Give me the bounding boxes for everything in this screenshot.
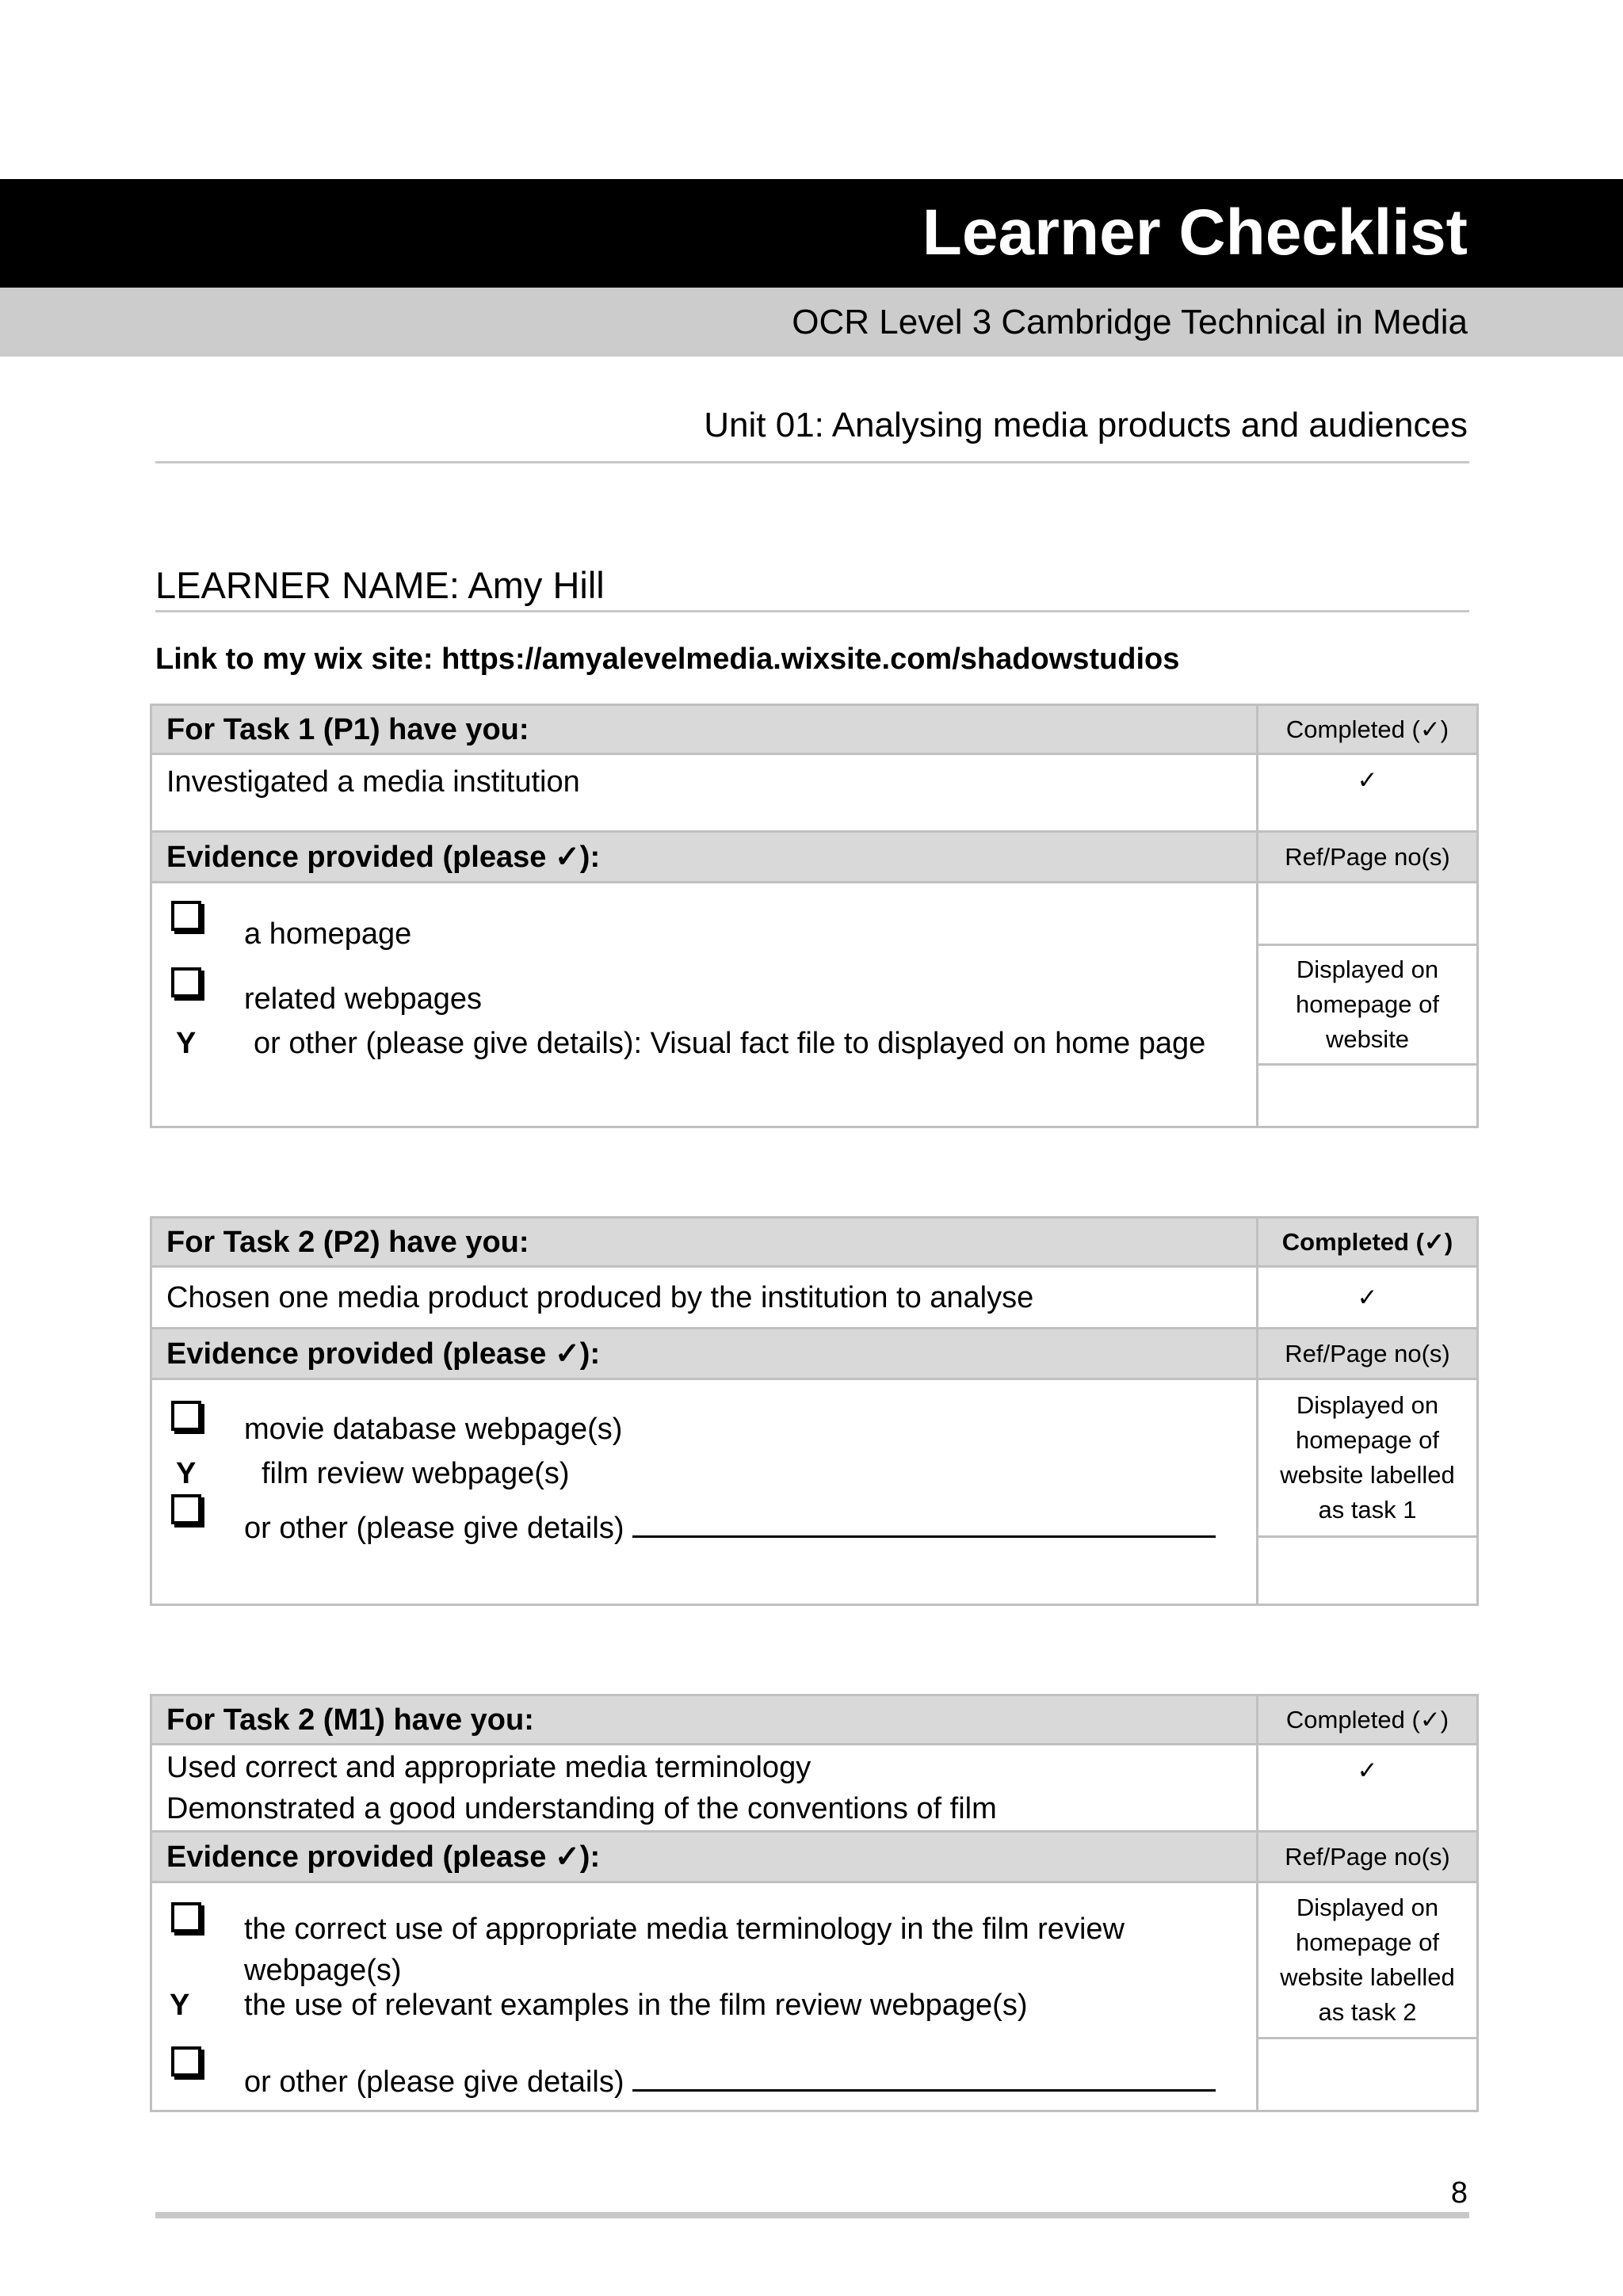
learner-name: LEARNER NAME: Amy Hill (155, 564, 605, 606)
learner-divider (155, 610, 1469, 612)
evidence-item: Y film review webpage(s) (166, 1445, 1256, 1489)
requirement-row (151, 1745, 1478, 1832)
details-blank-line[interactable] (632, 2058, 1216, 2092)
ref-cell (1258, 1379, 1478, 1605)
requirement-line: Demonstrated a good understanding of the conventions of film (166, 1791, 997, 1825)
evidence-item: a homepage (166, 901, 1256, 967)
checkbox-icon[interactable] (171, 967, 201, 997)
ref-label: Ref/Page no(s) (1258, 1329, 1478, 1379)
evidence-item: or other (please give details) (166, 2046, 1256, 2094)
task-heading: For Task 2 (M1) have you: (151, 1695, 1258, 1745)
evidence-header-row (151, 1329, 1478, 1379)
checkbox-icon[interactable] (171, 1401, 201, 1431)
page-title: Learner Checklist (922, 196, 1468, 269)
evidence-list (151, 883, 1258, 1127)
completed-check: ✓ (1258, 1267, 1478, 1329)
completed-label: Completed (✓) (1258, 705, 1478, 754)
page-number: 8 (1450, 2176, 1468, 2210)
ref-blank (1258, 2037, 1476, 2110)
requirement-text (151, 1267, 1258, 1329)
ref-blank (1258, 1063, 1476, 1126)
wix-site-link: Link to my wix site: https://amyalevelmedia.wixsite.com/shadowstudios (155, 643, 1180, 676)
completed-check: ✓ (1258, 754, 1478, 832)
details-blank-line[interactable] (632, 1504, 1216, 1538)
task-table-2 (150, 1216, 1479, 1606)
task-heading: For Task 2 (P2) have you: (151, 1218, 1258, 1267)
evidence-list (151, 1379, 1258, 1605)
ref-cell (1258, 883, 1478, 1127)
evidence-row (151, 1379, 1478, 1605)
task-header-row (151, 1218, 1478, 1267)
evidence-header-row (151, 1832, 1478, 1882)
evidence-item: Y the use of relevant examples in the film review webpage(s) (166, 1985, 1256, 2046)
evidence-heading: Evidence provided (please ✓): (151, 1329, 1258, 1379)
evidence-row (151, 1882, 1478, 2111)
ref-note: Displayed on homepage of website labelled as task 1 (1280, 1391, 1455, 1524)
yes-mark: Y (170, 1989, 190, 2022)
evidence-heading: Evidence provided (please ✓): (151, 832, 1258, 883)
evidence-item: Y or other (please give details): Visual fact file to displayed on home page (166, 1012, 1256, 1056)
requirement-text (151, 1745, 1258, 1832)
footer-rule (155, 2212, 1469, 2218)
task-heading: For Task 1 (P1) have you: (151, 705, 1258, 754)
ref-label: Ref/Page no(s) (1258, 1832, 1478, 1882)
task-table-3 (150, 1694, 1479, 2112)
ref-label: Ref/Page no(s) (1258, 832, 1478, 883)
checkbox-icon[interactable] (171, 901, 201, 931)
evidence-row (151, 883, 1478, 1127)
evidence-item: movie database webpage(s) (166, 1401, 1256, 1445)
requirement-text (151, 754, 1258, 832)
checkbox-icon[interactable] (171, 1494, 201, 1524)
evidence-item: related webpages (166, 967, 1256, 1012)
unit-title: Unit 01: Analysing media products and audiences (704, 406, 1468, 444)
requirement-line: Investigated a media institution (166, 765, 580, 799)
unit-divider (155, 461, 1469, 463)
requirement-line: Used correct and appropriate media terminology (166, 1750, 812, 1784)
evidence-item: the correct use of appropriate media terminology in the film review webpage(s) (166, 1902, 1256, 1985)
evidence-list (151, 1882, 1258, 2111)
evidence-heading: Evidence provided (please ✓): (151, 1832, 1258, 1882)
requirement-row (151, 1267, 1478, 1329)
yes-mark: Y (176, 1457, 197, 1490)
evidence-header-row (151, 832, 1478, 883)
ref-blank (1258, 883, 1476, 944)
yes-mark: Y (176, 1027, 197, 1060)
checkbox-icon[interactable] (171, 2046, 201, 2077)
ref-note: Displayed on homepage of website labelled as task 2 (1280, 1894, 1455, 2026)
checkbox-icon[interactable] (171, 1902, 201, 1932)
ref-blank (1258, 1535, 1476, 1604)
qualification-title: OCR Level 3 Cambridge Technical in Media (792, 303, 1468, 341)
requirement-line: Chosen one media product produced by the institution to analyse (166, 1280, 1034, 1314)
task-header-row (151, 1695, 1478, 1745)
task-table-1 (150, 704, 1479, 1128)
subtitle-band (0, 288, 1623, 357)
evidence-item: or other (please give details) (166, 1489, 1256, 1545)
completed-label: Completed (✓) (1258, 1695, 1478, 1745)
completed-check: ✓ (1258, 1745, 1478, 1832)
title-band (0, 179, 1623, 288)
requirement-row (151, 754, 1478, 832)
task-header-row (151, 705, 1478, 754)
ref-cell (1258, 1882, 1478, 2111)
ref-note: Displayed on homepage of website (1258, 944, 1476, 1063)
completed-label: Completed (✓) (1258, 1218, 1478, 1267)
